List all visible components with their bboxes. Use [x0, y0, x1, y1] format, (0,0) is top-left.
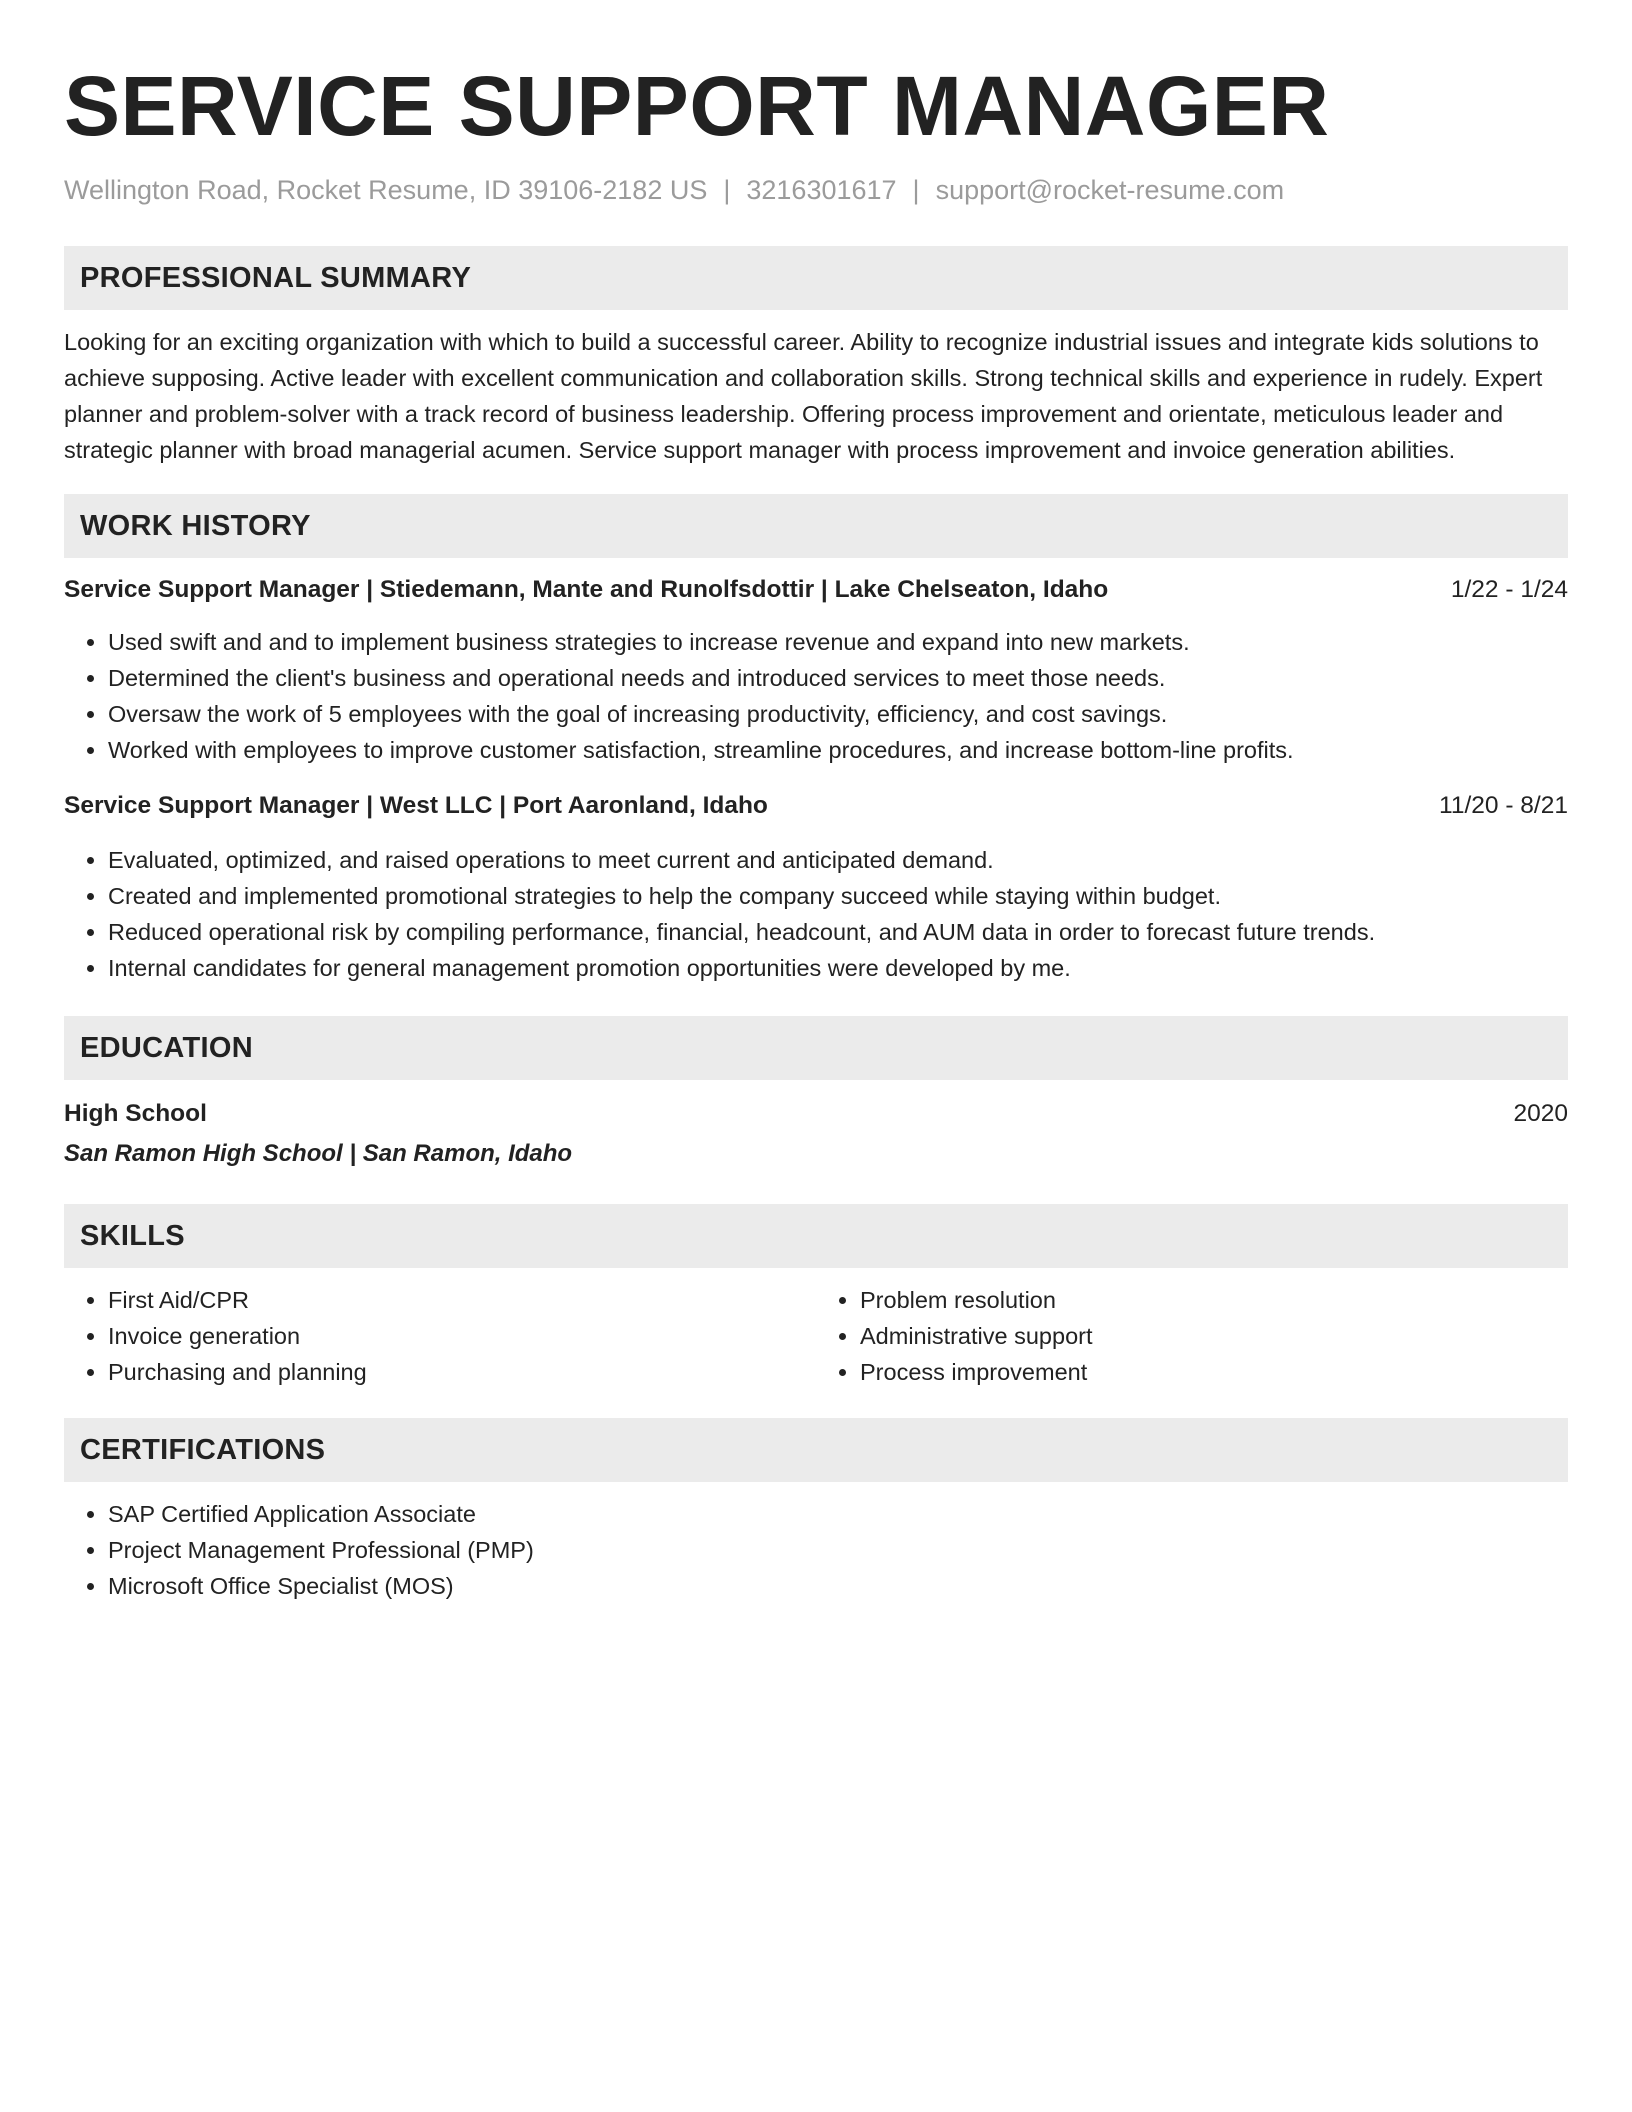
- certification-item: • Project Management Professional (PMP): [108, 1532, 1568, 1568]
- job-header: [64, 572, 1568, 608]
- skill-item: • Problem resolution: [860, 1282, 1568, 1318]
- section-header-skills: SKILLS: [64, 1204, 1568, 1268]
- contact-phone: 3216301617: [746, 175, 897, 205]
- contact-separator: |: [723, 175, 731, 205]
- job-bullet: • Determined the client's business and operational needs and introduced services to meet those needs.: [108, 660, 1568, 696]
- section-header-work-history: WORK HISTORY: [64, 494, 1568, 558]
- section-header-certifications: CERTIFICATIONS: [64, 1418, 1568, 1482]
- skills-list-left: [64, 1282, 816, 1390]
- job-bullet: • Worked with employees to improve customer satisfaction, streamline procedures, and increase bottom-line profits.: [108, 732, 1568, 768]
- skill-item: • Process improvement: [860, 1354, 1568, 1390]
- contact-address: Wellington Road, Rocket Resume, ID 39106-2182 US: [64, 175, 708, 205]
- job-dates: 1/22 - 1/24: [1450, 576, 1568, 603]
- resume-name: SERVICE SUPPORT MANAGER: [64, 59, 1330, 153]
- certification-item: • SAP Certified Application Associate: [108, 1496, 1568, 1532]
- contact-line: [64, 172, 1568, 208]
- skill-item: • Purchasing and planning: [108, 1354, 816, 1390]
- job-entry: [64, 572, 1568, 768]
- skill-item: • Invoice generation: [108, 1318, 816, 1354]
- certification-item: • Microsoft Office Specialist (MOS): [108, 1568, 1568, 1604]
- job-bullet: • Created and implemented promotional strategies to help the company succeed while staying within budget.: [108, 878, 1568, 914]
- job-bullets: [64, 624, 1568, 768]
- skills-grid: [64, 1282, 1568, 1390]
- skills-list-right: [816, 1282, 1568, 1390]
- summary-text: Looking for an exciting organization with which to build a successful career. Ability to recognize industrial issues and integrate kids solutions to achieve supposing. Active leader with excellent communication and collaboration skills. Strong technical skills and experience in rudely. Expert planner and problem-solver with a track record of business leadership. Offering process improvement and orientate, meticulous leader and strategic planner with broad managerial acumen. Service support manager with process improvement and invoice generation abilities.: [64, 329, 1543, 463]
- job-bullet: • Internal candidates for general management promotion opportunities were developed by me.: [108, 950, 1568, 986]
- job-dates: 11/20 - 8/21: [1439, 792, 1568, 819]
- contact-email: support@rocket-resume.com: [935, 175, 1285, 205]
- section-header-summary: PROFESSIONAL SUMMARY: [64, 246, 1568, 310]
- job-bullet: • Used swift and and to implement business strategies to increase revenue and expand into new markets.: [108, 624, 1568, 660]
- education-degree: High School: [64, 1100, 207, 1127]
- skill-item: • Administrative support: [860, 1318, 1568, 1354]
- skill-item: • First Aid/CPR: [108, 1282, 816, 1318]
- education-header: [64, 1096, 1568, 1132]
- job-title: Service Support Manager | West LLC | Port Aaronland, Idaho: [64, 792, 768, 819]
- job-header: [64, 788, 1568, 824]
- education-school: San Ramon High School | San Ramon, Idaho: [64, 1140, 573, 1167]
- job-entry: [64, 788, 1568, 986]
- certifications-list: [64, 1496, 1568, 1604]
- job-bullets: [64, 842, 1568, 986]
- job-title: Service Support Manager | Stiedemann, Mante and Runolfsdottir | Lake Chelseaton, Idaho: [64, 576, 1109, 603]
- contact-separator: |: [912, 175, 920, 205]
- job-bullet: • Evaluated, optimized, and raised operations to meet current and anticipated demand.: [108, 842, 1568, 878]
- section-header-education: EDUCATION: [64, 1016, 1568, 1080]
- job-bullet: • Reduced operational risk by compiling performance, financial, headcount, and AUM data in order to forecast future trends.: [108, 914, 1568, 950]
- education-year: 2020: [1513, 1100, 1568, 1127]
- education-entry: [64, 1096, 1568, 1172]
- job-bullet: • Oversaw the work of 5 employees with the goal of increasing productivity, efficiency, and cost savings.: [108, 696, 1568, 732]
